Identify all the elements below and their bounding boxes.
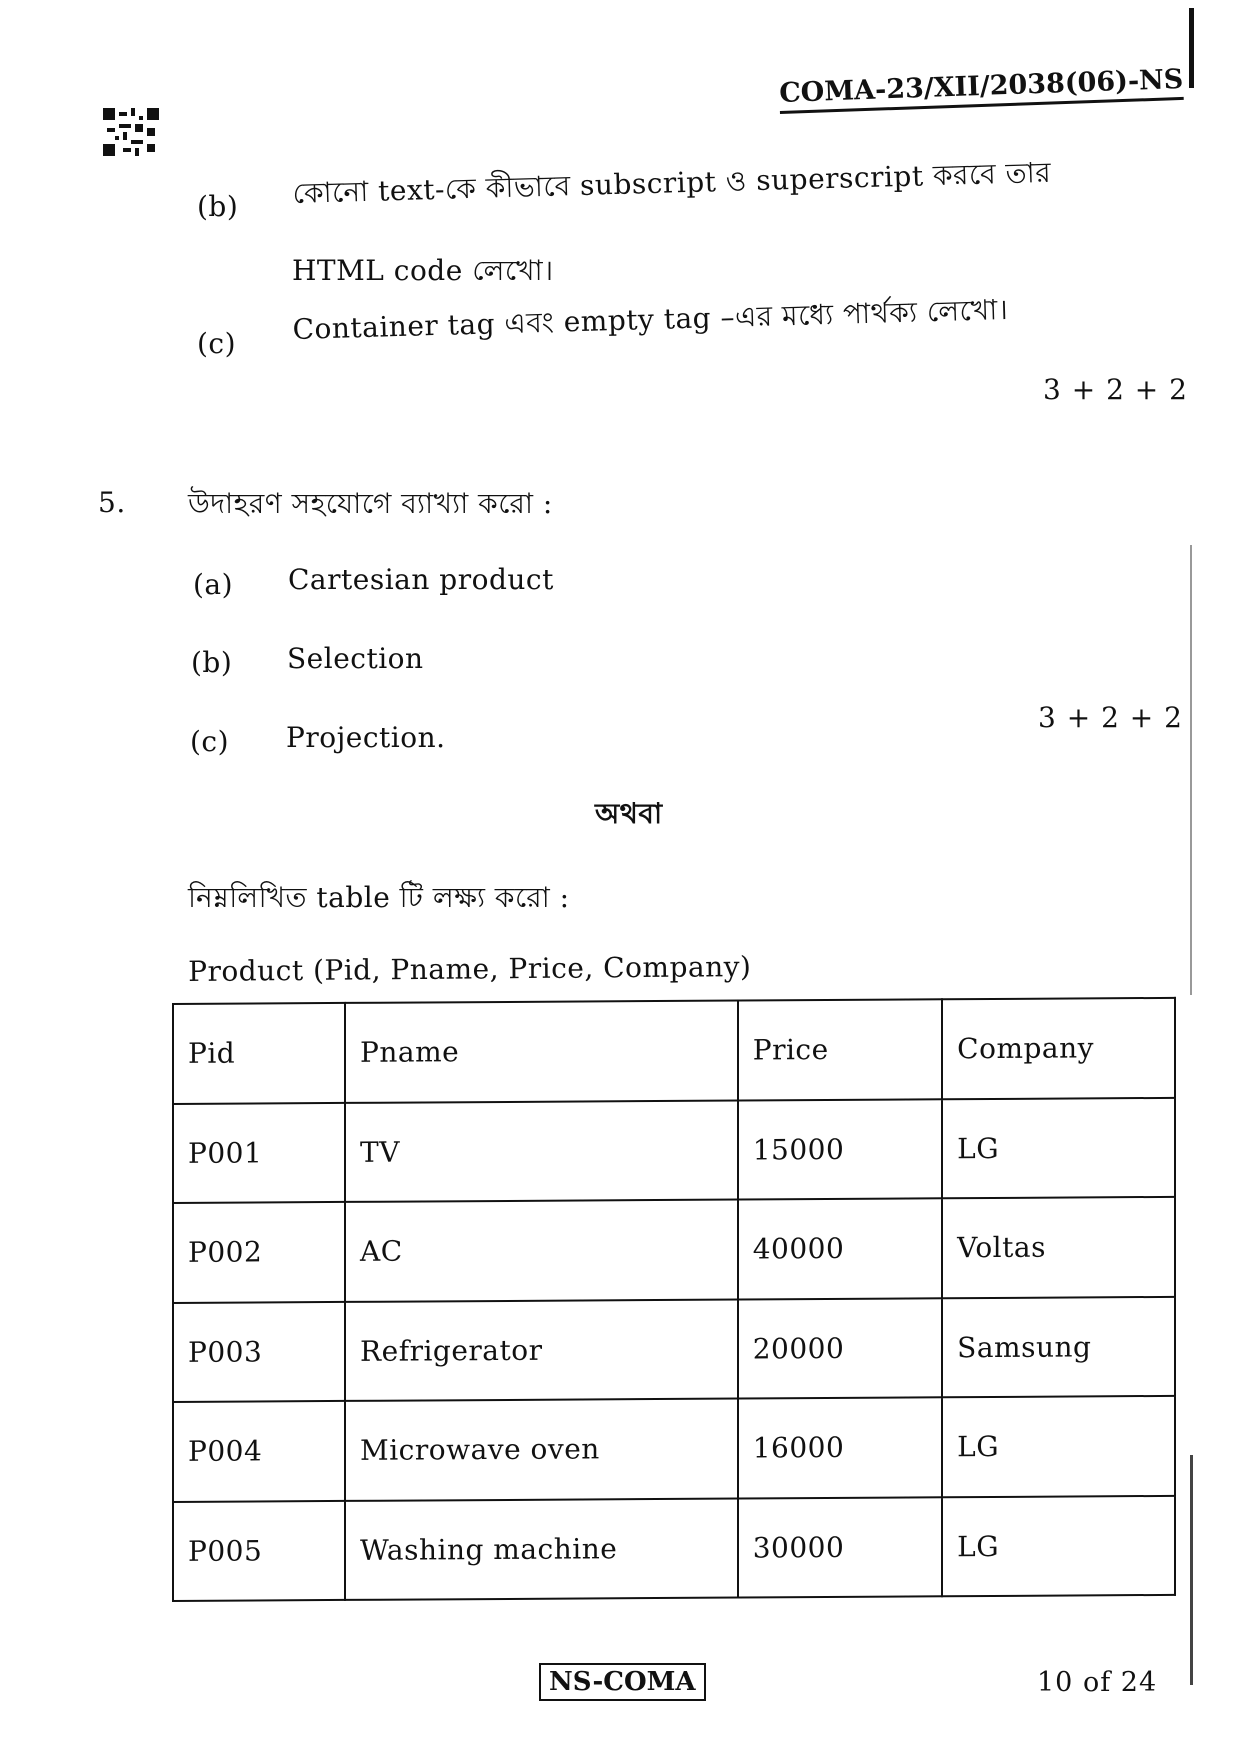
or-divider: অথবা [595, 797, 663, 830]
q4c-label: (c) [197, 327, 237, 360]
qr-code-icon [103, 108, 159, 156]
table-row [173, 1197, 1175, 1303]
cell-company: LG [942, 1097, 1175, 1198]
cell-pname: AC [345, 1200, 738, 1302]
header-company: Company [942, 998, 1175, 1099]
q5-number: 5. [98, 486, 126, 519]
cell-pid: P003 [173, 1301, 345, 1402]
header-price: Price [738, 999, 942, 1100]
cell-price: 20000 [738, 1298, 942, 1399]
table-header-row [173, 998, 1175, 1104]
cell-pname: Refrigerator [345, 1299, 738, 1401]
cell-pname: Microwave oven [345, 1399, 738, 1501]
q5a-text: Cartesian product [288, 563, 554, 596]
page-number: 10 of 24 [1037, 1667, 1158, 1698]
q5b-text: Selection [287, 642, 424, 675]
cell-pid: P005 [173, 1500, 345, 1601]
header-pname: Pname [345, 1001, 738, 1103]
q5-marks: 3 + 2 + 2 [1038, 701, 1183, 734]
q5a-label: (a) [193, 568, 234, 601]
q5c-label: (c) [190, 725, 230, 758]
cell-price: 30000 [738, 1497, 942, 1598]
paper-code: COMA-23/XII/2038(06)-NS [779, 64, 1184, 114]
table-row [173, 1296, 1175, 1402]
table-intro: নিম্নলিখিত table টি লক্ষ্য করো : [188, 881, 570, 914]
q4b-line1: কোনো text-কে কীভাবে subscript ও superscript করবে তার [292, 155, 1052, 210]
table-schema: Product (Pid, Pname, Price, Company) [188, 950, 752, 988]
q5b-label: (b) [191, 646, 233, 679]
q4b-label: (b) [197, 190, 239, 223]
cell-company: Samsung [942, 1296, 1175, 1397]
q4b-line2: HTML code লেখো। [292, 254, 554, 287]
q5c-text: Projection. [286, 721, 446, 754]
q4-marks: 3 + 2 + 2 [1043, 373, 1188, 406]
cell-price: 16000 [738, 1397, 942, 1498]
table-row [173, 1495, 1175, 1601]
q5-prompt: উদাহরণ সহযোগে ব্যাখ্যা করো : [188, 487, 553, 520]
cell-company: LG [942, 1495, 1175, 1596]
table-row [173, 1097, 1175, 1203]
series-code-box: NS-COMA [539, 1663, 706, 1701]
table-row [173, 1396, 1175, 1502]
scan-edge-line [1190, 545, 1192, 995]
q4c-text: Container tag এবং empty tag –এর মধ্যে পার্থক্য লেখো। [292, 293, 1009, 346]
cell-company: LG [942, 1396, 1175, 1497]
scan-edge-mark [1189, 8, 1194, 88]
scan-edge-line [1190, 1455, 1193, 1685]
cell-pname: TV [345, 1100, 738, 1202]
cell-company: Voltas [942, 1197, 1175, 1298]
cell-pid: P001 [173, 1102, 345, 1203]
cell-pid: P002 [173, 1202, 345, 1303]
cell-price: 15000 [738, 1099, 942, 1200]
header-pid: Pid [173, 1003, 345, 1104]
cell-pid: P004 [173, 1401, 345, 1502]
product-table [172, 997, 1176, 1602]
cell-price: 40000 [738, 1198, 942, 1299]
cell-pname: Washing machine [345, 1498, 738, 1600]
